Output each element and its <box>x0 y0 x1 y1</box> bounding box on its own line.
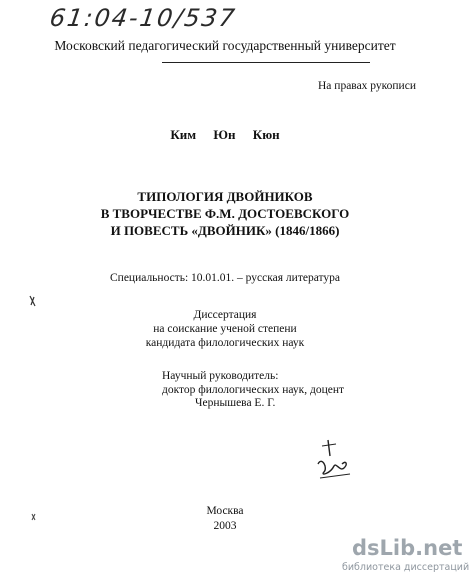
watermark-logo: dsLib.net <box>352 536 463 560</box>
handwritten-signature <box>300 438 360 486</box>
title-line-2: В ТВОРЧЕСТВЕ Ф.М. ДОСТОЕВСКОГО <box>100 206 350 221</box>
title-line-3: И ПОВЕСТЬ «ДВОЙНИК» (1846/1866) <box>110 223 340 238</box>
dissertation-line-1: Диссертация <box>193 309 257 321</box>
specialty-line: Специальность: 10.01.01. – русская литература <box>110 272 340 284</box>
supervisor-degree: доктор филологических наук, доцент <box>162 384 345 396</box>
scan-mark <box>28 294 38 308</box>
dissertation-line-3: кандидата филологических наук <box>145 337 305 349</box>
rights-notice: На правах рукописи <box>318 80 416 92</box>
supervisor-label: Научный руководитель: <box>162 370 279 382</box>
city: Москва <box>206 505 244 517</box>
dissertation-line-2: на соискание ученой степени <box>153 323 297 335</box>
dslib-watermark <box>342 536 469 580</box>
underline-rule <box>162 62 370 63</box>
supervisor-name: Чернышева Е. Г. <box>195 397 276 409</box>
year: 2003 <box>213 520 237 532</box>
author-name: Ким Юн Кюн <box>170 127 280 142</box>
university-name: Московский педагогический государственный университет <box>54 38 396 53</box>
handwritten-catalog-number: 61:04-10/537 <box>48 4 239 32</box>
watermark-subtitle: библиотека диссертаций <box>342 562 469 573</box>
title-line-1: ТИПОЛОГИЯ ДВОЙНИКОВ <box>137 189 313 204</box>
